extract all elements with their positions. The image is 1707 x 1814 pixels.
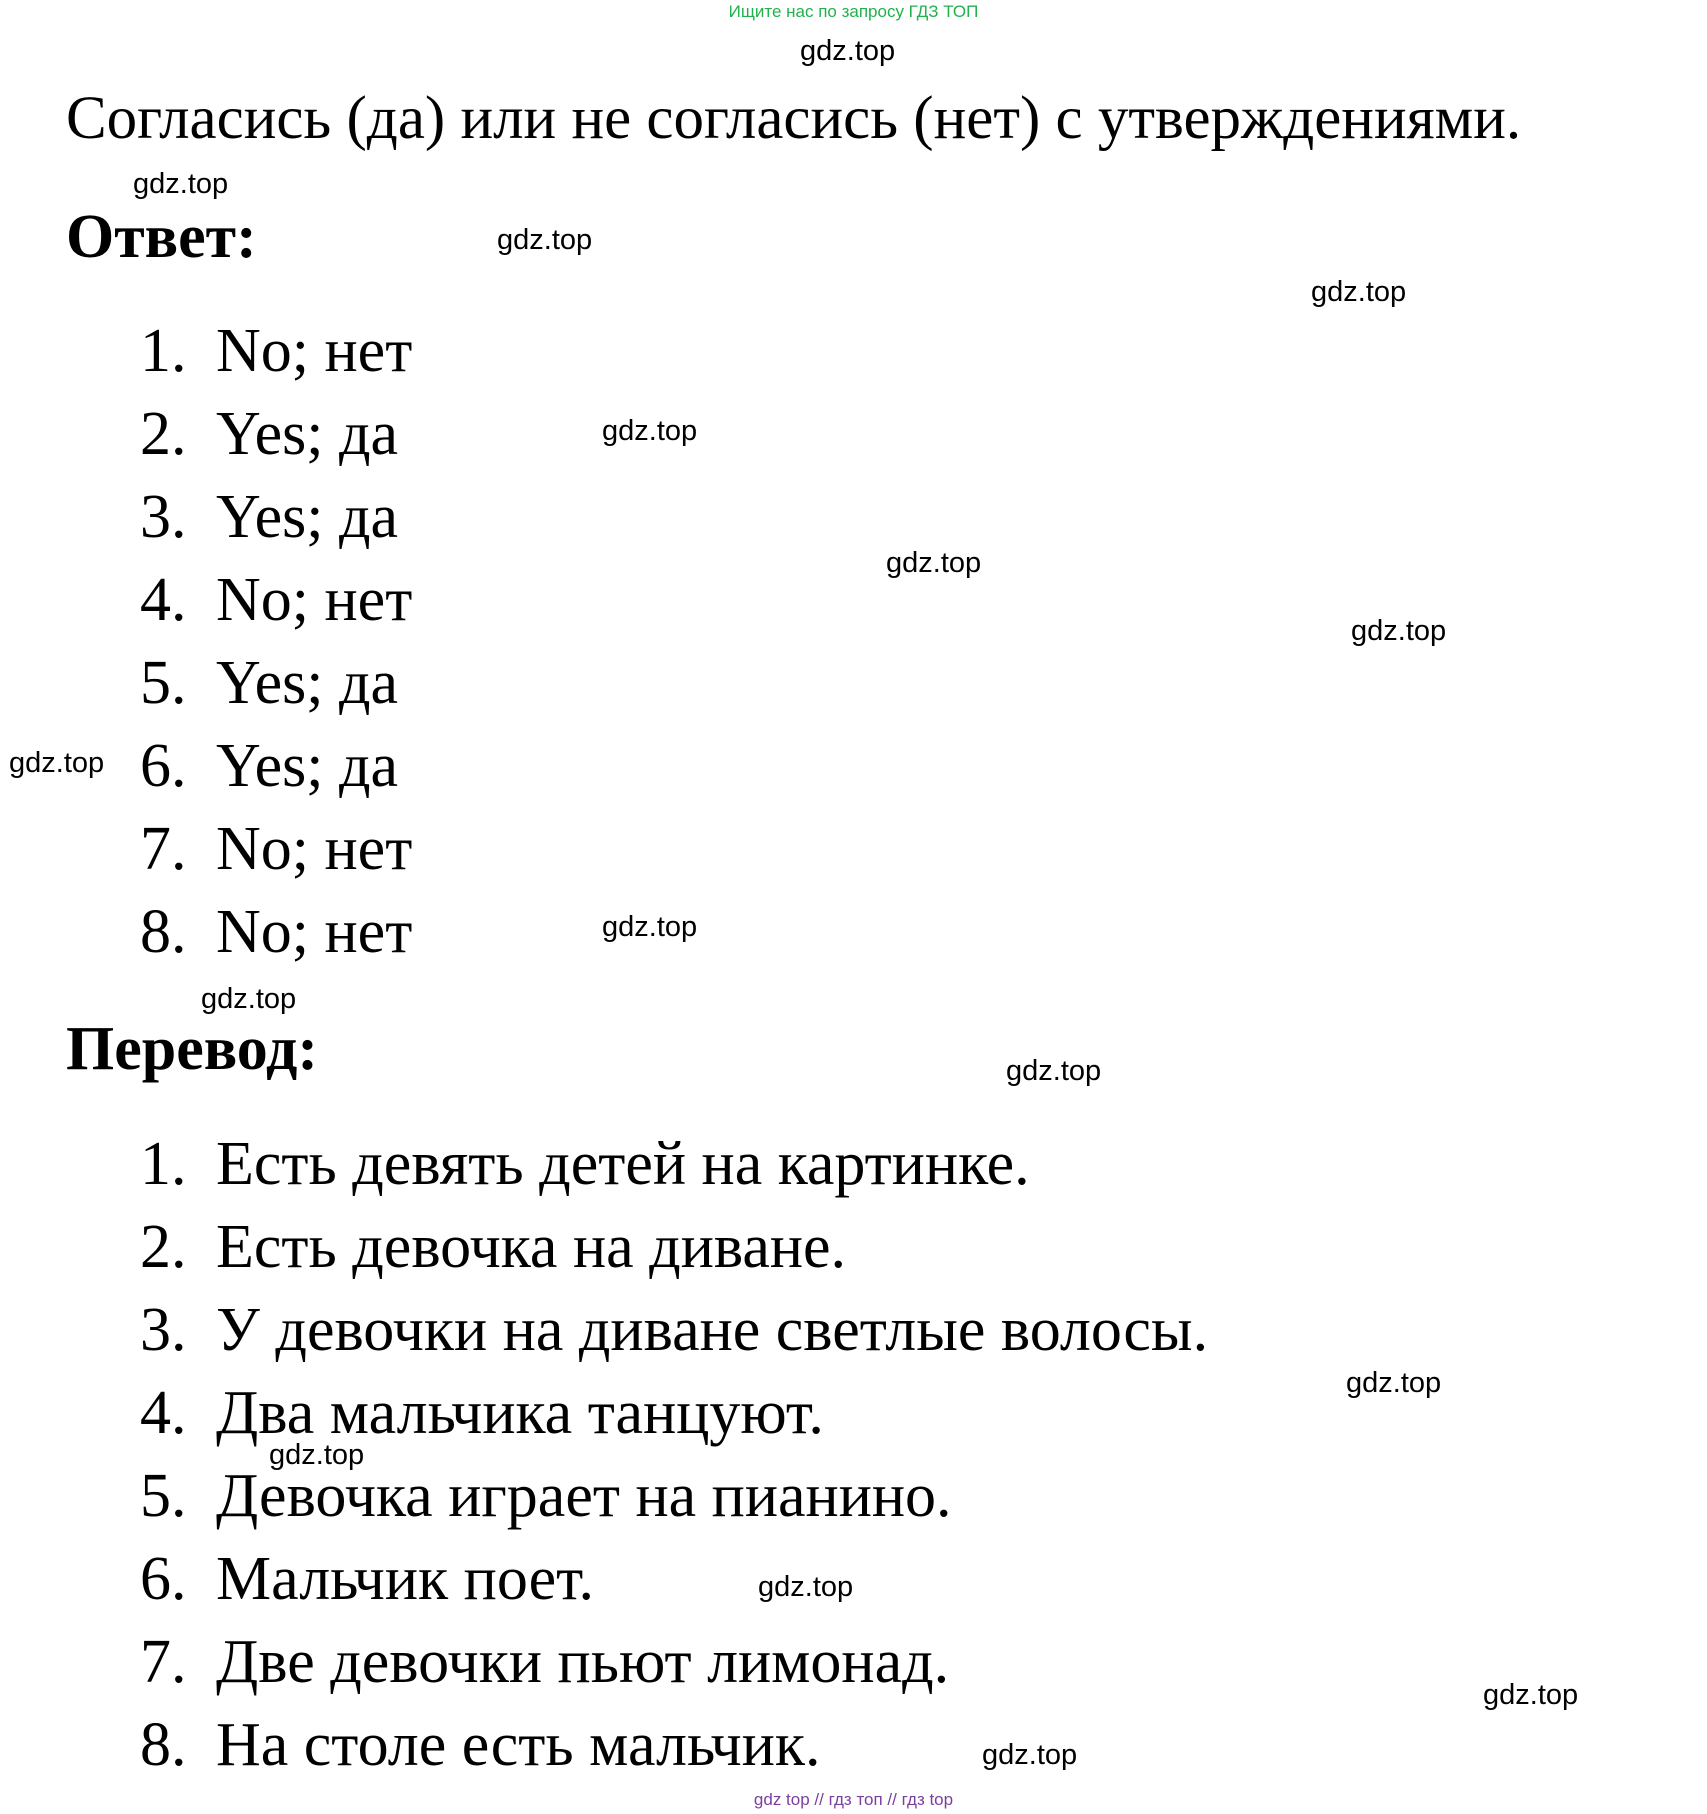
answer-item-text: No; нет (216, 317, 413, 385)
watermark: gdz.top (982, 1739, 1078, 1771)
translation-item-text: Девочка играет на пианино. (216, 1462, 952, 1530)
watermark: gdz.top (133, 168, 229, 200)
answer-list (140, 310, 412, 974)
answer-heading: Ответ: (66, 203, 257, 271)
translation-item (140, 1289, 1208, 1372)
translation-item-text: Две девочки пьют лимонад. (216, 1628, 950, 1696)
watermark: gdz.top (1006, 1055, 1102, 1087)
translation-heading: Перевод: (66, 1015, 319, 1083)
translation-item-text: Мальчик поет. (216, 1545, 595, 1613)
answer-item-text: Yes; да (216, 400, 399, 468)
watermark: gdz.top (201, 983, 297, 1015)
translation-item-text: Есть девять детей на картинке. (216, 1130, 1030, 1198)
translation-item-text: Два мальчика танцуют. (216, 1379, 824, 1447)
translation-item-number: 7. (140, 1628, 187, 1696)
translation-item-number: 1. (140, 1130, 187, 1198)
answer-item-number: 2. (140, 400, 187, 468)
footer-links: gdz top // гдз топ // гдз top (753, 1790, 954, 1809)
answer-item-text: Yes; да (216, 732, 399, 800)
answer-item-number: 1. (140, 317, 187, 385)
watermark: gdz.top (1311, 276, 1407, 308)
translation-item-number: 8. (140, 1711, 187, 1779)
watermark: gdz.top (1483, 1679, 1579, 1711)
answer-item (140, 725, 412, 808)
answer-item-text: No; нет (216, 566, 413, 634)
translation-item-number: 2. (140, 1213, 187, 1281)
translation-item (140, 1123, 1208, 1206)
answer-item (140, 808, 412, 891)
answer-item (140, 393, 412, 476)
translation-item-text: На столе есть мальчик. (216, 1711, 821, 1779)
answer-item (140, 559, 412, 642)
translation-item-number: 4. (140, 1379, 187, 1447)
answer-item-text: No; нет (216, 815, 413, 883)
answer-item (140, 476, 412, 559)
watermark: gdz.top (758, 1571, 854, 1603)
watermark: gdz.top (269, 1439, 365, 1471)
watermark: gdz.top (602, 415, 698, 447)
translation-item-number: 3. (140, 1296, 187, 1364)
answer-item-text: No; нет (216, 898, 413, 966)
watermark: gdz.top (800, 35, 896, 67)
watermark: gdz.top (602, 911, 698, 943)
answer-item-number: 3. (140, 483, 187, 551)
answer-item (140, 310, 412, 393)
translation-item-text: У девочки на диване светлые волосы. (216, 1296, 1209, 1364)
answer-item-number: 7. (140, 815, 187, 883)
translation-item (140, 1206, 1208, 1289)
answer-item-number: 5. (140, 649, 187, 717)
answer-item-number: 4. (140, 566, 187, 634)
answer-item (140, 891, 412, 974)
translation-item (140, 1538, 1208, 1621)
answer-item-number: 6. (140, 732, 187, 800)
answer-item-text: Yes; да (216, 483, 399, 551)
watermark: gdz.top (497, 224, 593, 256)
translation-item-text: Есть девочка на диване. (216, 1213, 847, 1281)
translation-item (140, 1621, 1208, 1704)
watermark: gdz.top (9, 747, 105, 779)
watermark: gdz.top (886, 547, 982, 579)
translation-item-number: 5. (140, 1462, 187, 1530)
top-banner: Ищите нас по запросу ГДЗ ТОП (728, 2, 979, 21)
watermark: gdz.top (1351, 615, 1447, 647)
translation-item-number: 6. (140, 1545, 187, 1613)
answer-item-number: 8. (140, 898, 187, 966)
answer-item (140, 642, 412, 725)
watermark: gdz.top (1346, 1367, 1442, 1399)
answer-item-text: Yes; да (216, 649, 399, 717)
task-statement: Согласись (да) или не согласись (нет) с утверждениями. (66, 85, 1522, 152)
